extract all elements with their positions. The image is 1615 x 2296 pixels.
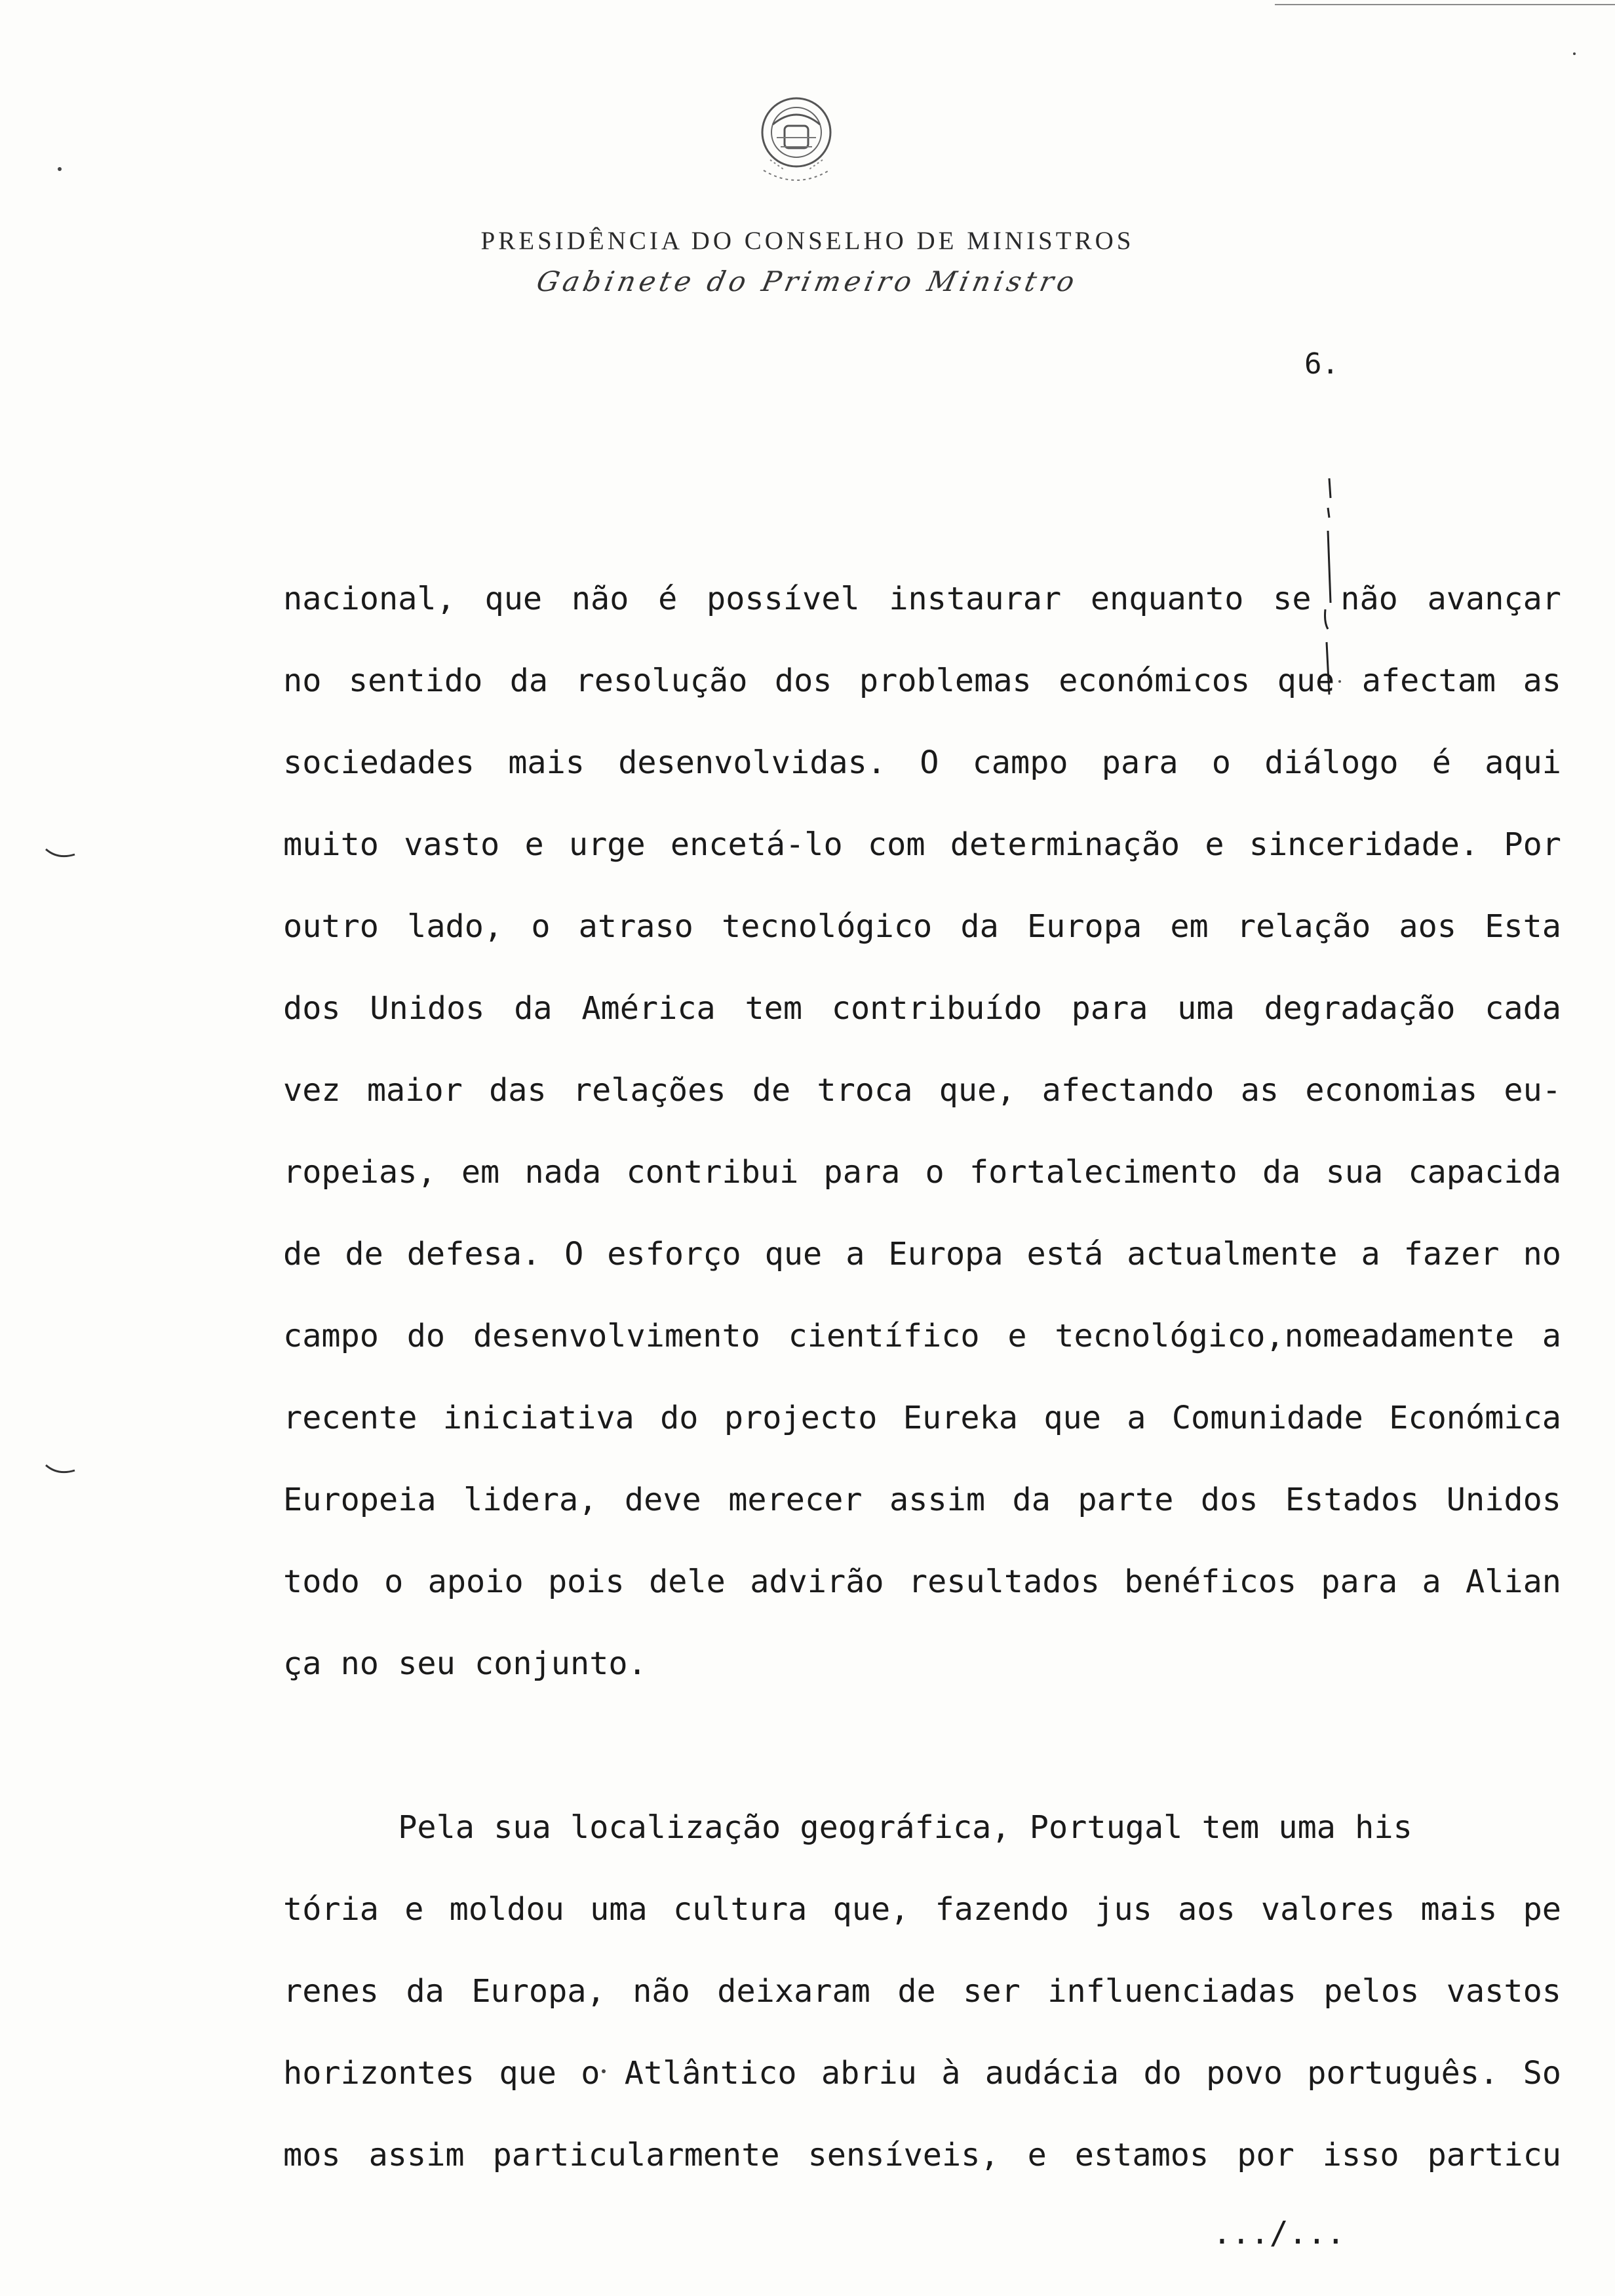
text-line: Europeia lidera, deve merecer assim da parte dos Estados Unidos: [283, 1482, 1561, 1518]
letterhead-institution: PRESIDÊNCIA DO CONSELHO DE MINISTROS: [480, 227, 1135, 255]
paragraph-gap: [283, 1705, 1561, 1787]
text-line: dos Unidos da América tem contribuído para uma degradação cada: [283, 990, 1561, 1027]
text-line: sociedades mais desenvolvidas. O campo para o diálogo é aqui: [283, 744, 1561, 781]
ink-speck: [1573, 52, 1576, 55]
top-edge-rule: [1275, 4, 1615, 5]
text-line: todo o apoio pois dele advirão resultados benéficos para a Alian: [283, 1563, 1561, 1600]
text-line: recente iniciativa do projecto Eureka que a Comunidade Económica: [283, 1400, 1561, 1436]
text-line: ça no seu conjunto.: [283, 1645, 647, 1682]
text-line: outro lado, o atraso tecnológico da Europa em relação aos Esta: [283, 908, 1561, 945]
text-line: renes da Europa, não deixaram de ser influenciadas pelos vastos: [283, 1973, 1561, 2010]
state-seal-icon: [744, 92, 849, 197]
ink-speck: [58, 167, 62, 171]
text-line: Pela sua localização geográfica, Portugal tem uma his: [283, 1809, 1412, 1846]
text-line: horizontes que o Atlântico abriu à audácia do povo português. So: [283, 2055, 1561, 2092]
text-line: vez maior das relações de troca que, afectando as economias eu-: [283, 1072, 1561, 1109]
text-line: tória e moldou uma cultura que, fazendo jus aos valores mais pe: [283, 1891, 1561, 1928]
text-line: campo do desenvolvimento científico e tecnológico,nomeadamente a: [283, 1318, 1561, 1354]
punch-hole-mark-icon: [45, 1461, 77, 1481]
letter-body: [283, 558, 1561, 2196]
page-number: 6.: [1304, 347, 1339, 381]
text-line: muito vasto e urge encetá-lo com determinação e sinceridade. Por: [283, 826, 1561, 863]
text-line: nacional, que não é possível instaurar enquanto se não avançar: [283, 581, 1561, 617]
letterhead-office: Gabinete do Primeiro Ministro: [534, 265, 1081, 297]
text-line: mos assim particularmente sensíveis, e estamos por isso particu: [283, 2137, 1561, 2173]
text-line: ropeias, em nada contribui para o fortalecimento da sua capacida: [283, 1154, 1561, 1191]
continuation-marker: .../...: [1213, 2215, 1346, 2251]
text-line: no sentido da resolução dos problemas económicos que afectam as: [283, 662, 1561, 699]
punch-hole-mark-icon: [45, 845, 77, 865]
text-line: de de defesa. O esforço que a Europa está actualmente a fazer no: [283, 1236, 1561, 1272]
